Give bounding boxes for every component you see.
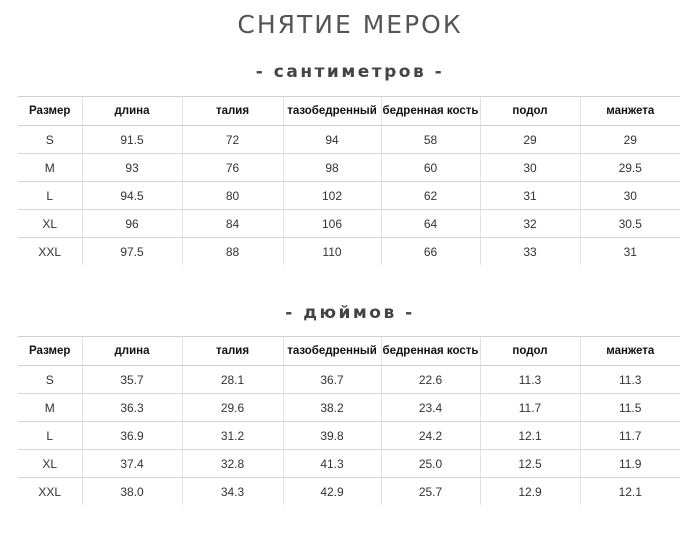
- measurement-cell: 24.2: [381, 422, 480, 450]
- measurement-cell: 93: [82, 154, 182, 182]
- measurement-cell: 62: [381, 182, 480, 210]
- measurement-cell: 29: [580, 126, 680, 154]
- measurement-cell: 32: [480, 210, 580, 238]
- measurement-cell: 11.3: [580, 366, 680, 394]
- section-title-inches: - дюймов -: [285, 303, 415, 323]
- measurement-cell: 31.2: [182, 422, 283, 450]
- measurement-cell: 38.2: [283, 394, 381, 422]
- measurement-cell: 31: [480, 182, 580, 210]
- size-label-cell: XXL: [18, 478, 82, 506]
- measurement-cell: 98: [283, 154, 381, 182]
- size-label-cell: XL: [18, 450, 82, 478]
- measurement-cell: 11.5: [580, 394, 680, 422]
- measurement-cell: 33: [480, 238, 580, 266]
- measurement-cell: 23.4: [381, 394, 480, 422]
- column-header: манжета: [580, 97, 680, 126]
- measurement-cell: 12.1: [480, 422, 580, 450]
- measurement-cell: 39.8: [283, 422, 381, 450]
- table-row: [18, 154, 680, 182]
- measurement-cell: 29.5: [580, 154, 680, 182]
- size-label-cell: S: [18, 366, 82, 394]
- page-title: СНЯТИЕ МЕРОК: [237, 10, 463, 39]
- size-label-cell: M: [18, 154, 82, 182]
- measurement-cell: 12.1: [618, 484, 642, 499]
- measurement-cell: 11.3: [480, 366, 580, 394]
- measurement-cell: 64: [381, 210, 480, 238]
- measurement-cell: 34.3: [182, 478, 283, 506]
- measurement-cell: 30: [480, 154, 580, 182]
- table-row: [18, 394, 680, 422]
- measurement-cell: 36.3: [82, 394, 182, 422]
- size-table-inches: [18, 336, 680, 505]
- table-header-row: [18, 97, 680, 126]
- column-header: бедренная кость: [381, 337, 480, 366]
- measurement-cell: 41.3: [283, 450, 381, 478]
- measurement-cell: 58: [381, 126, 480, 154]
- table-row: [18, 478, 680, 506]
- measurement-cell: 96: [82, 210, 182, 238]
- size-label-cell: XL: [18, 210, 82, 238]
- measurement-cell: 60: [381, 154, 480, 182]
- column-header: бедренная кость: [381, 97, 480, 126]
- measurement-cell: 29.6: [182, 394, 283, 422]
- size-label-cell: S: [18, 126, 82, 154]
- measurement-cell: 72: [182, 126, 283, 154]
- measurement-cell: 12.5: [480, 450, 580, 478]
- table-row: [18, 422, 680, 450]
- size-label-cell: M: [18, 394, 82, 422]
- measurement-cell: 29: [480, 126, 580, 154]
- measurement-cell: 11.7: [480, 394, 580, 422]
- measurement-cell: 12.9: [480, 478, 580, 506]
- table-row: [18, 450, 680, 478]
- measurement-cell: 36.9: [82, 422, 182, 450]
- column-header: тазобедренный: [283, 97, 381, 126]
- table-row: [18, 126, 680, 154]
- measurement-cell: 38.0: [82, 478, 182, 506]
- size-label-cell: L: [18, 182, 82, 210]
- measurement-cell: 37.4: [82, 450, 182, 478]
- measurement-cell: 25.7: [381, 478, 480, 506]
- measurement-cell: 11.7: [580, 422, 680, 450]
- measurement-cell: 66: [381, 238, 480, 266]
- column-header: тазобедренный: [283, 337, 381, 366]
- measurement-cell: 84: [182, 210, 283, 238]
- measurement-cell: 36.7: [283, 366, 381, 394]
- measurement-cell: 80: [182, 182, 283, 210]
- size-label-cell: L: [18, 422, 82, 450]
- measurement-cell: 31: [623, 244, 637, 259]
- table-row: [18, 182, 680, 210]
- measurement-cell: 102: [283, 182, 381, 210]
- column-header: талия: [182, 97, 283, 126]
- size-label-cell: XXL: [18, 238, 82, 266]
- measurement-cell: 28.1: [182, 366, 283, 394]
- size-table-cm: [18, 96, 680, 265]
- table-row: [18, 238, 680, 266]
- measurement-cell: 11.9: [580, 450, 680, 478]
- measurement-cell: 30: [580, 182, 680, 210]
- measurement-cell: 35.7: [82, 366, 182, 394]
- section-title-cm: - сантиметров -: [255, 62, 445, 82]
- measurement-cell: 97.5: [82, 238, 182, 266]
- column-header: подол: [480, 97, 580, 126]
- measurement-cell: 110: [283, 238, 381, 266]
- measurement-cell: 25.0: [381, 450, 480, 478]
- measurement-cell: 91.5: [82, 126, 182, 154]
- column-header: талия: [182, 337, 283, 366]
- column-header: Размер: [18, 97, 82, 126]
- measurement-cell: 22.6: [381, 366, 480, 394]
- measurement-cell: 32.8: [182, 450, 283, 478]
- measurement-cell: 42.9: [283, 478, 381, 506]
- column-header: манжета: [580, 337, 680, 366]
- measurement-cell: 94: [283, 126, 381, 154]
- measurement-cell: 88: [182, 238, 283, 266]
- column-header: Размер: [18, 337, 82, 366]
- column-header: длина: [82, 97, 182, 126]
- measurement-cell: 106: [283, 210, 381, 238]
- measurement-cell: 30.5: [580, 210, 680, 238]
- table-row: [18, 366, 680, 394]
- column-header: длина: [82, 337, 182, 366]
- measurement-cell: 76: [182, 154, 283, 182]
- table-row: [18, 210, 680, 238]
- table-header-row: [18, 337, 680, 366]
- column-header: подол: [480, 337, 580, 366]
- measurement-cell: 94.5: [82, 182, 182, 210]
